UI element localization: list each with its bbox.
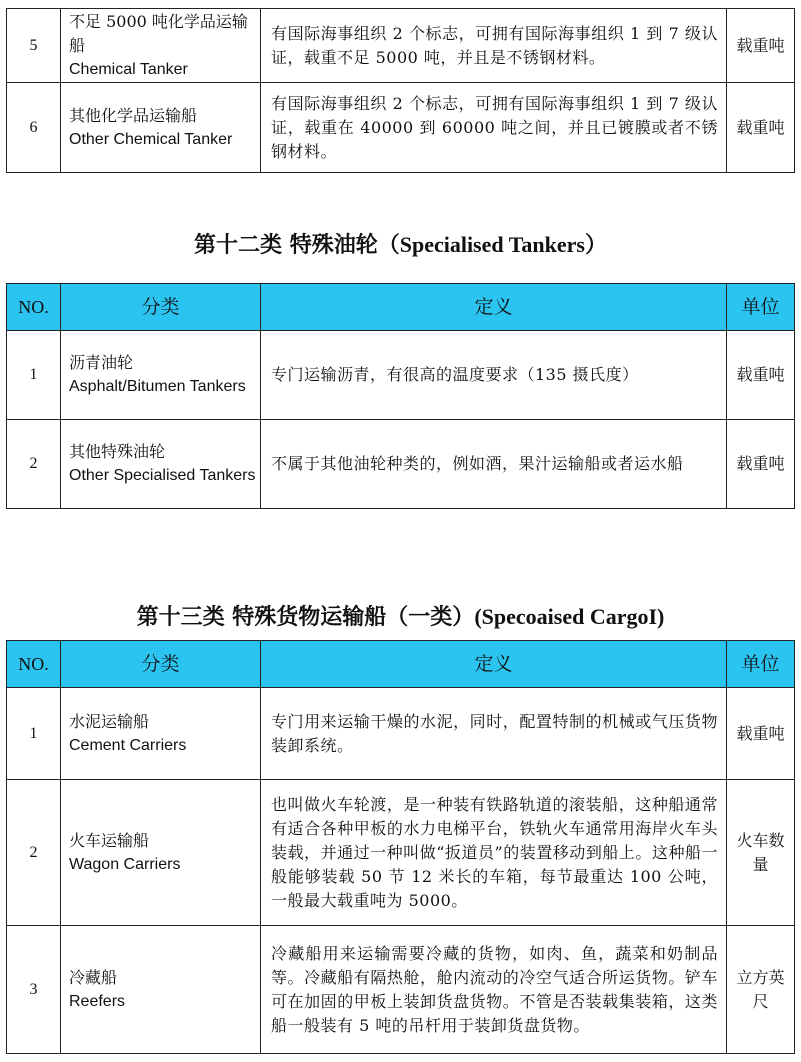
section-12-title-zh: 第十二类 特殊油轮（ — [194, 232, 400, 258]
table-row — [7, 331, 795, 420]
row-number: 2 — [7, 780, 61, 926]
row-number: 5 — [7, 9, 61, 83]
definition-cell: 也叫做火车轮渡，是一种装有铁路轨道的滚装船，这种船通常有适合各种甲板的水力电梯平台，铁轨火车通常用海岸火车头装载，并通过一种叫做“扳道员”的装置移动到船上。这种船一般能够装载 50 节 12 米长的车箱，每节最重达 100 公吨，一般最大载重吨为 5000。 — [261, 780, 727, 926]
category-cell — [61, 83, 261, 173]
definition-cell: 冷藏船用来运输需要冷藏的货物，如肉、鱼，蔬菜和奶制品等。冷藏船有隔热舱，舱内流动的冷空气适合所运货物。铲车可在加固的甲板上装卸货盘货物。不管是否装载集装箱，这类船一般装有 5 吨的吊杆用于装卸货盘货物。 — [261, 926, 727, 1054]
table-row — [7, 9, 795, 83]
header-definition: 定义 — [261, 641, 727, 688]
category-en: Cement Carriers — [69, 736, 187, 754]
section-12-title-end: ） — [584, 232, 607, 258]
section-13-title — [0, 600, 801, 631]
unit-cell: 载重吨 — [727, 83, 795, 173]
row-number: 3 — [7, 926, 61, 1054]
category-cell — [61, 688, 261, 780]
header-no: NO. — [7, 641, 61, 688]
category-zh: 冷藏船 — [69, 967, 118, 987]
category-en: Other Specialised Tankers — [69, 467, 256, 484]
row-number: 1 — [7, 331, 61, 420]
header-category: 分类 — [61, 641, 261, 688]
category-en: Asphalt/Bitumen Tankers — [69, 378, 246, 395]
category-en: Wagon Carriers — [69, 855, 181, 873]
table-header-row — [7, 641, 795, 688]
category-cell — [61, 780, 261, 926]
category-zh: 其他化学品运输船 — [69, 105, 198, 125]
table-header-row — [7, 284, 795, 331]
definition-cell: 不属于其他油轮种类的，例如酒，果汁运输船或者运水船 — [261, 420, 727, 509]
header-unit: 单位 — [727, 641, 795, 688]
unit-cell: 火车数量 — [727, 780, 795, 926]
table-row — [7, 83, 795, 173]
header-unit: 单位 — [727, 284, 795, 331]
category-en: Other Chemical Tanker — [69, 130, 233, 148]
unit-cell: 载重吨 — [727, 420, 795, 509]
definition-cell: 专门用来运输干燥的水泥，同时，配置特制的机械或气压货物装卸系统。 — [261, 688, 727, 780]
table-row — [7, 420, 795, 509]
category-zh: 不足 5000 吨化学品运输船 — [69, 11, 248, 55]
section-12-title — [0, 228, 801, 259]
category-zh: 沥青油轮 — [69, 353, 134, 372]
category-cell — [61, 331, 261, 420]
unit-cell: 载重吨 — [727, 9, 795, 83]
category-zh: 水泥运输船 — [69, 711, 150, 731]
header-definition: 定义 — [261, 284, 727, 331]
definition-cell: 有国际海事组织 2 个标志，可拥有国际海事组织 1 到 7 级认证，载重不足 5000 吨，并且是不锈钢材料。 — [261, 9, 727, 83]
definition-cell: 有国际海事组织 2 个标志，可拥有国际海事组织 1 到 7 级认证，载重在 40000 到 60000 吨之间，并且已镀膜或者不锈钢材料。 — [261, 83, 727, 173]
table-specialised-tankers — [6, 283, 795, 509]
section-12-title-en: Specialised Tankers — [399, 232, 585, 257]
unit-cell: 载重吨 — [727, 331, 795, 420]
table-row — [7, 926, 795, 1054]
section-13-title-zh: 第十三类 特殊货物运输船（一类） — [136, 604, 475, 630]
row-number: 2 — [7, 420, 61, 509]
section-13-title-en: (Specoaised CargoI) — [474, 604, 665, 629]
category-en: Chemical Tanker — [69, 60, 188, 78]
table-row — [7, 688, 795, 780]
unit-cell: 立方英尺 — [727, 926, 795, 1054]
row-number: 6 — [7, 83, 61, 173]
category-cell — [61, 420, 261, 509]
unit-cell: 载重吨 — [727, 688, 795, 780]
table-chemical-tankers — [6, 8, 795, 173]
row-number: 1 — [7, 688, 61, 780]
header-category: 分类 — [61, 284, 261, 331]
header-no: NO. — [7, 284, 61, 331]
category-zh: 其他特殊油轮 — [69, 442, 166, 461]
table-row — [7, 780, 795, 926]
table-special-cargo — [6, 640, 795, 1054]
definition-cell: 专门运输沥青，有很高的温度要求（135 摄氏度） — [261, 331, 727, 420]
category-zh: 火车运输船 — [69, 830, 150, 850]
category-cell — [61, 9, 261, 83]
category-cell — [61, 926, 261, 1054]
category-en: Reefers — [69, 992, 126, 1010]
